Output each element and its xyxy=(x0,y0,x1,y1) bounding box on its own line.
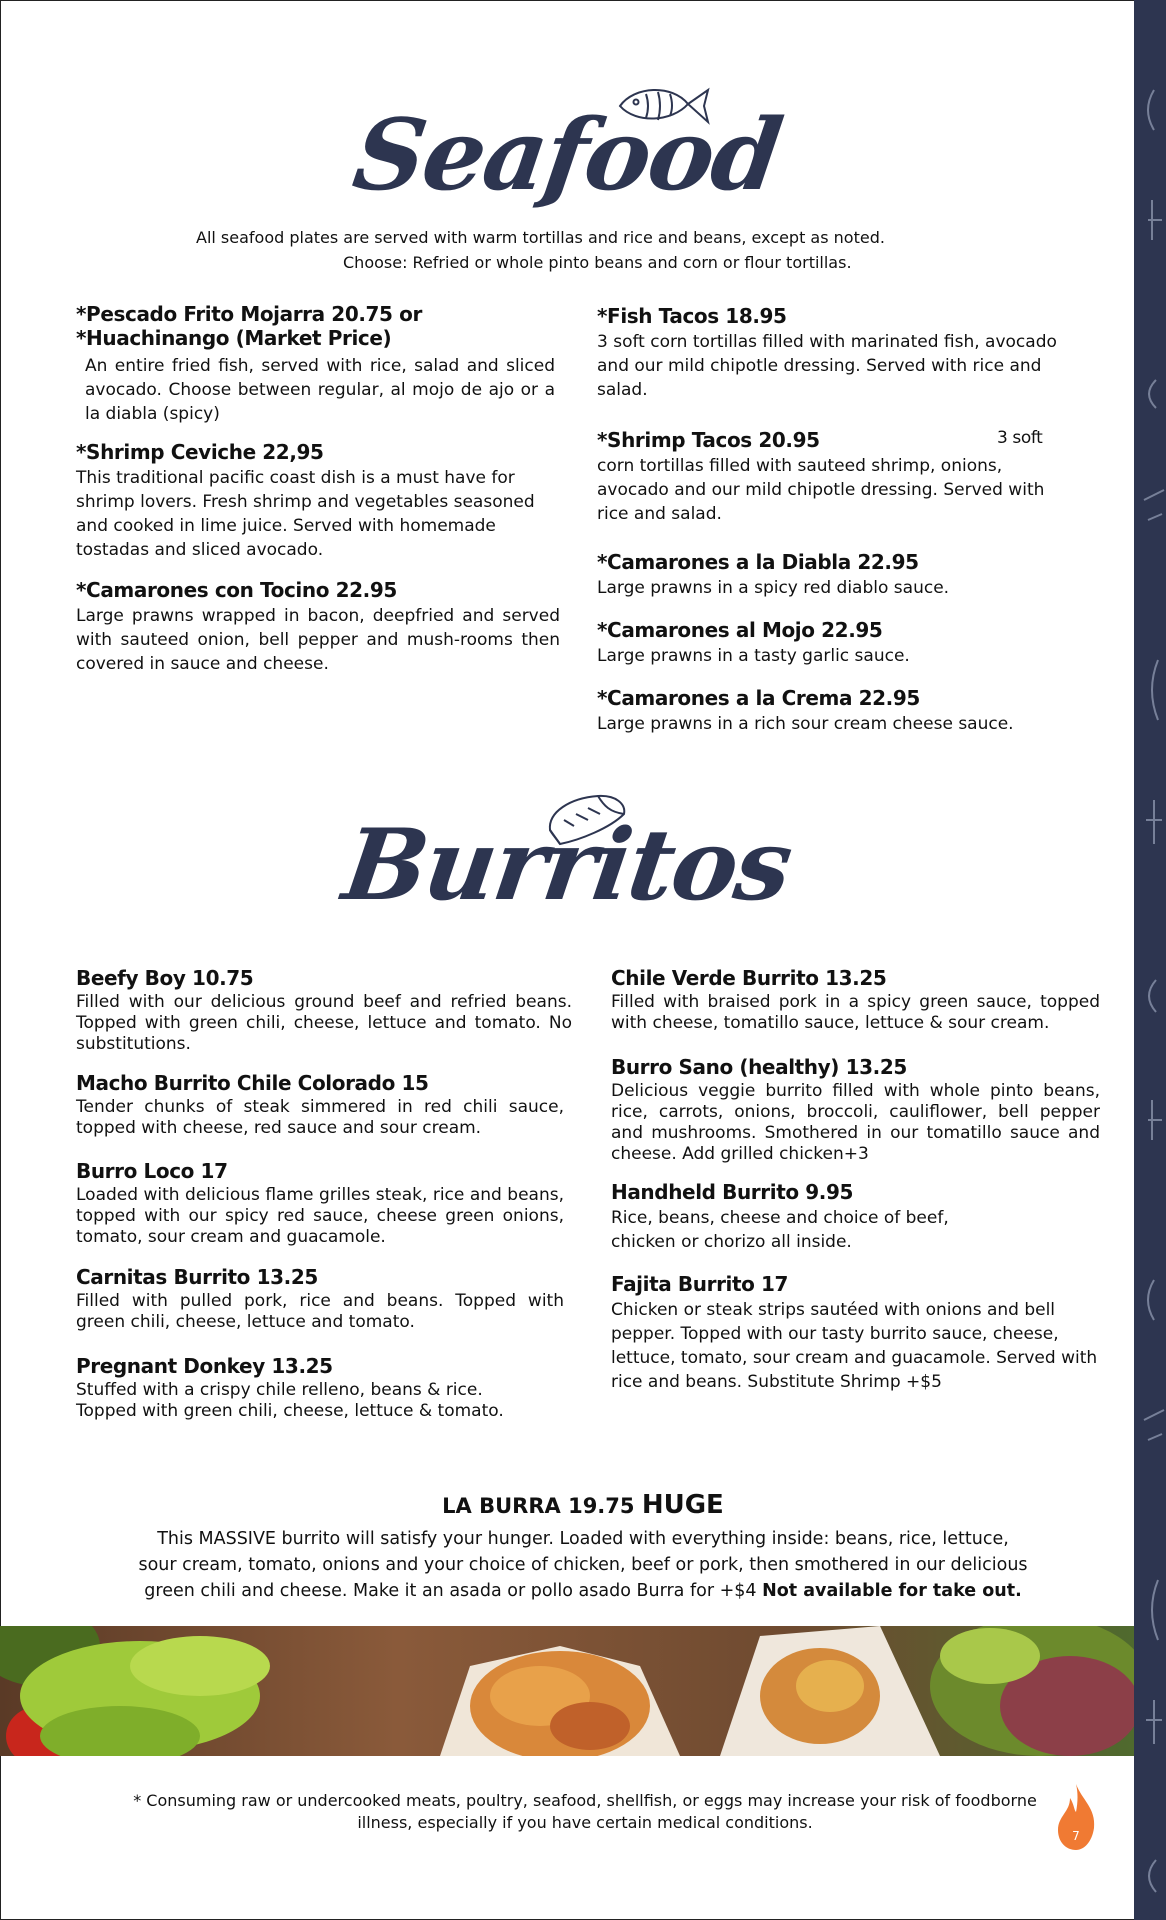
decorative-side-band xyxy=(1134,0,1166,1920)
item-description: Loaded with delicious flame grilles steak, rice and beans, topped with our spicy red sauce, cheese green onions, tomato, sour cream and guacamole. xyxy=(76,1185,564,1247)
item-title: *Camarones al Mojo 22.95 xyxy=(597,618,883,642)
item-title: *Camarones a la Crema 22.95 xyxy=(597,686,920,710)
item-description: Large prawns wrapped in bacon, deepfried and served with sauteed onion, bell pepper and mush-rooms then covered in sauce and cheese. xyxy=(76,606,560,674)
menu-item-camarones-tocino xyxy=(76,578,560,676)
item-description: Filled with pulled pork, rice and beans. Topped with green chili, cheese, lettuce and tomato. xyxy=(76,1291,564,1332)
item-description: Delicious veggie burrito filled with whole pinto beans, rice, carrots, onions, broccoli, cauliflower, bell pepper and mushrooms. Smothered in our tomatillo sauce and cheese. Add grilled chicken+3 xyxy=(611,1081,1100,1164)
item-title: *Shrimp Ceviche 22,95 xyxy=(76,440,324,464)
menu-item-pregnant-donkey xyxy=(76,1354,536,1422)
menu-item-shrimp-tacos xyxy=(597,428,1067,526)
item-description: Filled with braised pork in a spicy green sauce, topped with cheese, tomatillo sauce, lettuce & sour cream. xyxy=(611,992,1100,1033)
menu-item-carnitas-burrito xyxy=(76,1265,564,1333)
menu-item-camarones-crema xyxy=(597,686,1067,736)
item-title: Carnitas Burrito 13.25 xyxy=(76,1265,318,1289)
menu-item-burro-loco xyxy=(76,1159,564,1248)
food-safety-disclaimer: * Consuming raw or undercooked meats, poultry, seafood, shellfish, or eggs may increase your risk of foodborne illness, especially if you have certain medical conditions. xyxy=(133,1791,1037,1832)
item-description: Filled with our delicious ground beef and refried beans. Topped with green chili, cheese, lettuce and tomato. No substitutions. xyxy=(76,992,572,1054)
item-description: An entire fried fish, served with rice, salad and sliced avocado. Choose between regular, al mojo de ajo or a la diabla (spicy) xyxy=(85,356,555,424)
flame-icon xyxy=(1052,1782,1100,1852)
item-description: Tender chunks of steak simmered in red chili sauce, topped with cheese, red sauce and sour cream. xyxy=(76,1097,564,1138)
item-title: Burro Sano (healthy) 13.25 xyxy=(611,1055,907,1079)
item-title: *Pescado Frito Mojarra 20.75 or xyxy=(76,302,422,326)
menu-item-handheld-burrito xyxy=(611,1180,971,1254)
item-title-suffix: 3 soft xyxy=(997,428,1043,448)
item-title-2: *Huachinango (Market Price) xyxy=(76,326,392,350)
item-description: corn tortillas filled with sauteed shrimp, onions, avocado and our mild chipotle dressing. Served with rice and salad. xyxy=(597,456,1045,524)
page-number: 7 xyxy=(1072,1829,1080,1843)
item-title: Chile Verde Burrito 13.25 xyxy=(611,966,887,990)
item-title: *Fish Tacos 18.95 xyxy=(597,304,787,328)
item-description: This traditional pacific coast dish is a must have for shrimp lovers. Fresh shrimp and vegetables seasoned and cooked in lime juice. Served with homemade tostadas and sliced avocado. xyxy=(76,468,535,560)
item-title: *Camarones con Tocino 22.95 xyxy=(76,578,397,602)
la-burra-special xyxy=(0,1490,1166,1604)
item-title: Pregnant Donkey 13.25 xyxy=(76,1354,333,1378)
menu-item-shrimp-ceviche xyxy=(76,440,536,562)
item-description: Large prawns in a tasty garlic sauce. xyxy=(597,646,910,666)
menu-item-pescado-frito xyxy=(76,302,566,426)
food-photo xyxy=(0,1626,1134,1756)
item-title: Handheld Burrito 9.95 xyxy=(611,1180,854,1204)
la-burra-title xyxy=(0,1490,1166,1520)
item-title: *Camarones a la Diabla 22.95 xyxy=(597,550,919,574)
item-description: Rice, beans, cheese and choice of beef, chicken or chorizo all inside. xyxy=(611,1208,949,1252)
item-title: Burro Loco 17 xyxy=(76,1159,228,1183)
item-description: Large prawns in a spicy red diablo sauce. xyxy=(597,578,950,598)
item-title: Beefy Boy 10.75 xyxy=(76,966,254,990)
la-burra-desc-text: This MASSIVE burrito will satisfy your hunger. Loaded with everything inside: beans, rice, lettuce, sour cream, tomato, onions and your choice of chicken, beef or pork, then smothered in our delicious green chili and cheese. Make it an asada or pollo asado Burra for +$4 xyxy=(138,1529,1028,1601)
menu-item-fajita-burrito xyxy=(611,1272,1101,1394)
menu-item-macho-burrito xyxy=(76,1071,564,1139)
item-description: Chicken or steak strips sautéed with onions and bell pepper. Topped with our tasty burrito sauce, cheese, lettuce, tomato, sour cream and guacamole. Served with rice and beans. Substitute Shrimp +$5 xyxy=(611,1300,1098,1392)
menu-item-fish-tacos xyxy=(597,304,1067,402)
item-title: Fajita Burrito 17 xyxy=(611,1272,789,1296)
item-title: Macho Burrito Chile Colorado 15 xyxy=(76,1071,429,1095)
menu-item-camarones-mojo xyxy=(597,618,1067,668)
seafood-intro-line1: All seafood plates are served with warm tortillas and rice and beans, except as noted. xyxy=(196,228,885,247)
la-burra-huge-label: HUGE xyxy=(641,1490,724,1520)
item-title-text: *Shrimp Tacos 20.95 xyxy=(597,428,820,452)
menu-item-chile-verde-burrito xyxy=(611,966,1100,1034)
menu-item-burro-sano xyxy=(611,1055,1100,1165)
item-description: 3 soft corn tortillas filled with marinated fish, avocado and our mild chipotle dressing. Served with rice and salad. xyxy=(597,332,1057,400)
menu-item-beefy-boy xyxy=(76,966,572,1055)
la-burra-description xyxy=(138,1526,1028,1604)
seafood-intro-line2: Choose: Refried or whole pinto beans and corn or flour tortillas. xyxy=(343,253,852,272)
utensil-pattern-icon xyxy=(1134,0,1166,1920)
seafood-title: Seafood xyxy=(346,98,788,213)
la-burra-takeout-note: Not available for take out. xyxy=(762,1581,1022,1601)
menu-item-camarones-diabla xyxy=(597,550,1067,600)
item-description: Stuffed with a crispy chile relleno, beans & rice. Topped with green chili, cheese, lettuce & tomato. xyxy=(76,1380,504,1421)
item-description: Large prawns in a rich sour cream cheese sauce. xyxy=(597,714,1014,734)
item-title xyxy=(597,428,1067,452)
burritos-title: Burritos xyxy=(336,808,798,923)
la-burra-title-text: LA BURRA 19.75 xyxy=(442,1494,635,1518)
burrito-photo-illustration xyxy=(0,1626,1134,1756)
